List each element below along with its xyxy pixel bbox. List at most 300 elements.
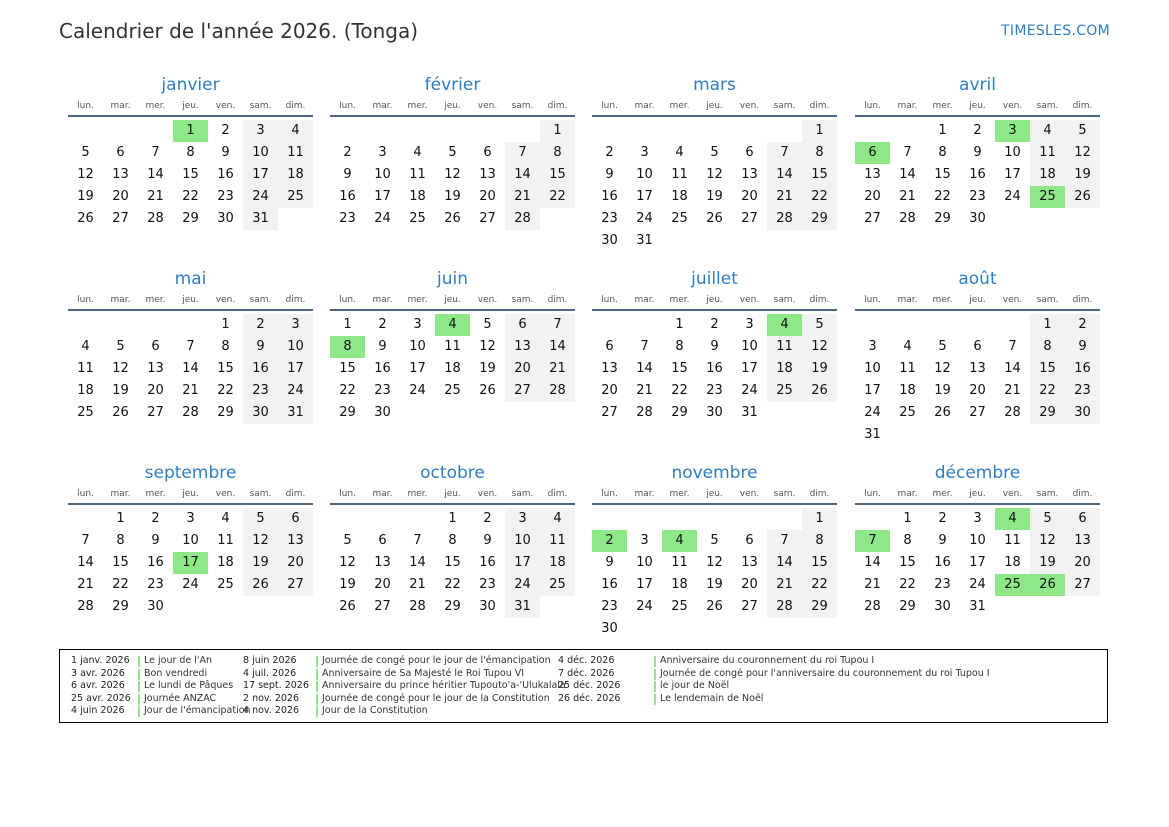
day-cell: 13 [147,361,164,376]
weekday-label: mer. [669,295,690,305]
month-10 [592,461,837,640]
day-grid [855,311,1100,446]
legend-name: Anniversaire du couronnement du roi Tupou I [660,655,875,666]
day-cell: 5 [710,533,719,548]
day-cell: 28 [636,405,653,420]
empty-cell [592,508,627,530]
weekday-label: sam. [773,295,796,305]
day-cell: 11 [671,555,688,570]
empty-cell [627,120,662,142]
holiday-day-cell: 25 [995,574,1030,596]
empty-cell [662,508,697,530]
day-cell: 4 [278,120,313,142]
weekday-label: lun. [864,101,881,111]
weekday-label: jeu. [182,295,199,305]
day-cell: 13 [112,167,129,182]
day-cell: 16 [934,555,951,570]
holiday-marker [316,694,318,705]
empty-cell [470,120,505,142]
weekday-label: ven. [215,101,236,111]
empty-cell [330,508,365,530]
day-cell: 28 [182,405,199,420]
empty-cell [400,120,435,142]
day-cell: 17 [864,383,881,398]
weekday-label: mar. [634,295,655,305]
holiday-day-cell: 3 [995,120,1030,142]
legend-item [71,705,251,718]
day-cell: 14 [409,555,426,570]
day-cell: 17 [636,189,653,204]
day-cell: 26 [444,211,461,226]
weekday-label: sam. [511,489,534,499]
day-grid [855,505,1100,618]
weekday-label: dim. [1072,295,1093,305]
empty-cell [592,120,627,142]
day-cell: 2 [938,511,947,526]
day-cell: 18 [671,577,688,592]
day-cell: 24 [864,405,881,420]
day-cell: 2 [483,511,492,526]
holiday-marker [138,706,140,717]
day-cell: 30 [969,211,986,226]
day-cell: 11 [671,167,688,182]
day-cell: 30 [601,233,618,248]
day-cell: 29 [934,211,951,226]
day-cell: 14 [864,555,881,570]
weekday-label: sam. [773,101,796,111]
day-cell: 22 [540,186,575,208]
day-cell: 19 [802,358,837,380]
weekday-label: sam. [1036,489,1059,499]
weekday-header [68,293,313,311]
day-cell: 11 [1004,533,1021,548]
weekday-label: jeu. [706,489,723,499]
day-cell: 22 [934,189,951,204]
legend-name: Le lundi de Pâques [144,680,234,692]
day-cell: 4 [540,508,575,530]
weekday-label: ven. [1002,489,1023,499]
day-cell: 23 [217,189,234,204]
weekday-header [68,99,313,117]
day-cell: 24 [1004,189,1021,204]
day-cell: 19 [934,383,951,398]
empty-cell [995,314,1030,336]
day-cell: 20 [741,577,758,592]
empty-cell [960,314,995,336]
day-cell: 7 [81,533,90,548]
day-cell: 15 [182,167,199,182]
day-cell: 27 [741,599,758,614]
day-cell: 19 [339,577,356,592]
day-cell: 26 [112,405,129,420]
day-cell: 10 [636,167,653,182]
day-cell: 11 [899,361,916,376]
holiday-day-cell: 1 [173,120,208,142]
holiday-marker [316,669,318,680]
day-cell: 15 [802,164,837,186]
legend-column [71,655,251,718]
day-cell: 27 [479,211,496,226]
holiday-day-cell: 26 [1030,574,1065,596]
weekday-header [855,293,1100,311]
day-cell: 4 [81,339,90,354]
day-cell: 20 [741,189,758,204]
weekday-label: dim. [285,489,306,499]
day-cell: 10 [636,555,653,570]
day-cell: 1 [343,317,352,332]
legend-date: 3 avr. 2026 [71,667,125,679]
holiday-day-cell: 4 [662,530,697,552]
empty-cell [855,120,890,142]
empty-cell [855,508,890,530]
day-cell: 15 [671,361,688,376]
day-cell: 23 [601,211,618,226]
legend-column [243,655,566,718]
weekday-label: jeu. [444,101,461,111]
day-cell: 6 [483,145,492,160]
day-cell: 2 [973,123,982,138]
weekday-label: jeu. [706,295,723,305]
day-cell: 3 [973,511,982,526]
weekday-label: lun. [77,295,94,305]
day-cell: 25 [671,599,688,614]
legend-name: le jour de Noël [660,680,730,692]
holiday-marker [138,694,140,705]
day-cell: 13 [741,167,758,182]
day-cell: 11 [540,530,575,552]
day-cell: 28 [505,208,540,230]
weekday-label: mar. [372,295,393,305]
weekday-label: dim. [1072,101,1093,111]
weekday-label: sam. [511,101,534,111]
day-cell: 25 [217,577,234,592]
day-cell: 21 [147,189,164,204]
weekday-label: jeu. [444,295,461,305]
day-cell: 30 [147,599,164,614]
holiday-day-cell: 25 [1030,186,1065,208]
day-cell: 29 [802,208,837,230]
day-cell: 29 [182,211,199,226]
day-cell: 5 [802,314,837,336]
empty-cell [505,120,540,142]
day-cell: 1 [903,511,912,526]
day-cell: 21 [767,186,802,208]
weekday-label: lun. [601,489,618,499]
weekday-label: mar. [897,101,918,111]
legend-date: 8 juin 2026 [243,655,297,666]
day-cell: 30 [706,405,723,420]
day-cell: 20 [374,577,391,592]
day-cell: 8 [802,142,837,164]
day-grid [855,117,1100,230]
day-cell: 27 [147,405,164,420]
day-cell: 20 [112,189,129,204]
day-cell: 8 [448,533,457,548]
day-cell: 10 [505,530,540,552]
day-cell: 14 [636,361,653,376]
day-cell: 17 [741,361,758,376]
day-cell: 1 [1030,314,1065,336]
day-cell: 30 [1065,402,1100,424]
day-cell: 23 [339,211,356,226]
day-cell: 29 [444,599,461,614]
day-cell: 28 [147,211,164,226]
day-cell: 23 [706,383,723,398]
weekday-label: jeu. [182,101,199,111]
weekday-label: ven. [739,489,760,499]
day-cell: 13 [601,361,618,376]
day-cell: 11 [767,336,802,358]
weekday-label: mer. [669,489,690,499]
empty-cell [138,120,173,142]
day-cell: 9 [483,533,492,548]
legend-date: 4 déc. 2026 [558,655,615,666]
empty-cell [400,508,435,530]
day-cell: 26 [706,599,723,614]
day-cell: 29 [1030,402,1065,424]
weekday-label: ven. [1002,101,1023,111]
weekday-label: jeu. [444,489,461,499]
day-cell: 16 [601,577,618,592]
day-cell: 24 [505,574,540,596]
day-cell: 16 [1065,358,1100,380]
weekday-label: sam. [1036,295,1059,305]
day-cell: 8 [802,530,837,552]
day-cell: 24 [409,383,426,398]
empty-cell [890,314,925,336]
weekday-header [68,487,313,505]
weekday-label: mar. [372,489,393,499]
holiday-marker [654,694,656,705]
day-cell: 22 [802,574,837,596]
empty-cell [68,120,103,142]
day-cell: 26 [706,211,723,226]
legend-item [558,693,990,706]
day-cell: 24 [969,577,986,592]
day-cell: 16 [243,358,278,380]
day-cell: 10 [278,336,313,358]
weekday-label: dim. [547,101,568,111]
day-cell: 27 [278,574,313,596]
day-cell: 24 [374,211,391,226]
empty-cell [697,120,732,142]
day-cell: 16 [339,189,356,204]
empty-cell [767,508,802,530]
weekday-label: mar. [110,295,131,305]
day-cell: 30 [601,621,618,636]
day-cell: 25 [77,405,94,420]
empty-cell [330,120,365,142]
day-cell: 5 [1030,508,1065,530]
holiday-marker [654,681,656,692]
weekday-label: ven. [477,101,498,111]
day-cell: 4 [413,145,422,160]
day-cell: 30 [934,599,951,614]
day-cell: 21 [1004,383,1021,398]
day-cell: 27 [969,405,986,420]
weekday-label: sam. [249,489,272,499]
empty-cell [855,314,890,336]
weekday-label: mer. [145,101,166,111]
weekday-label: mar. [110,489,131,499]
day-cell: 12 [706,167,723,182]
day-cell: 26 [802,380,837,402]
day-cell: 22 [671,383,688,398]
day-cell: 19 [479,361,496,376]
day-cell: 13 [278,530,313,552]
day-cell: 5 [81,145,90,160]
holiday-day-cell: 4 [435,314,470,336]
day-cell: 8 [675,339,684,354]
weekday-label: mer. [407,489,428,499]
legend-item [71,693,251,706]
day-cell: 7 [767,530,802,552]
day-cell: 17 [636,577,653,592]
legend-date: 4 juil. 2026 [243,667,297,679]
holiday-marker [654,656,656,667]
day-cell: 11 [77,361,94,376]
day-cell: 18 [409,189,426,204]
day-cell: 21 [77,577,94,592]
day-cell: 29 [112,599,129,614]
day-cell: 1 [802,508,837,530]
day-cell: 15 [112,555,129,570]
day-cell: 20 [969,383,986,398]
day-cell: 2 [605,145,614,160]
weekday-label: mer. [407,295,428,305]
day-cell: 24 [182,577,199,592]
day-cell: 6 [151,339,160,354]
legend-name: Journée de congé pour le jour de l'émancipation [322,655,551,666]
day-cell: 18 [1004,555,1021,570]
weekday-label: ven. [477,295,498,305]
day-cell: 12 [479,339,496,354]
day-cell: 5 [448,145,457,160]
day-cell: 5 [483,317,492,332]
weekday-header [330,293,575,311]
day-cell: 8 [221,339,230,354]
weekday-label: jeu. [706,101,723,111]
weekday-label: lun. [77,101,94,111]
month-name: novembre [671,463,758,483]
brand-link[interactable]: TIMESLES.COM [1001,23,1110,39]
day-cell: 11 [278,142,313,164]
day-cell: 6 [605,339,614,354]
day-cell: 24 [278,380,313,402]
legend-name: Anniversaire de Sa Majesté le Roi Tupou VI [322,667,525,679]
day-cell: 17 [505,552,540,574]
day-cell: 5 [710,145,719,160]
day-cell: 12 [706,555,723,570]
day-cell: 9 [605,555,614,570]
weekday-header [330,99,575,117]
weekday-label: jeu. [969,489,986,499]
legend-item [71,680,251,693]
month-2 [592,73,837,252]
day-cell: 21 [636,383,653,398]
day-cell: 16 [969,167,986,182]
day-cell: 13 [864,167,881,182]
legend-date: 6 avr. 2026 [71,680,125,692]
weekday-header [330,487,575,505]
weekday-label: dim. [809,295,830,305]
day-cell: 5 [116,339,125,354]
day-cell: 7 [413,533,422,548]
weekday-label: mer. [145,295,166,305]
day-cell: 8 [116,533,125,548]
day-cell: 9 [378,339,387,354]
holiday-day-cell: 6 [855,142,890,164]
day-cell: 27 [601,405,618,420]
day-cell: 8 [903,533,912,548]
day-cell: 13 [741,555,758,570]
month-1 [330,73,575,230]
day-cell: 20 [147,383,164,398]
legend-item [558,655,990,668]
month-6 [592,267,837,424]
day-cell: 8 [1030,336,1065,358]
day-cell: 7 [186,339,195,354]
day-cell: 3 [505,508,540,530]
day-cell: 17 [374,189,391,204]
legend-date: 1 janv. 2026 [71,655,130,666]
day-cell: 4 [675,145,684,160]
day-cell: 13 [969,361,986,376]
day-cell: 30 [479,599,496,614]
empty-cell [662,120,697,142]
month-name: janvier [161,75,220,95]
weekday-label: lun. [601,101,618,111]
day-cell: 16 [706,361,723,376]
day-cell: 19 [706,189,723,204]
day-cell: 3 [745,317,754,332]
day-cell: 1 [938,123,947,138]
day-cell: 27 [112,211,129,226]
weekday-header [855,487,1100,505]
weekday-label: jeu. [969,295,986,305]
day-cell: 12 [339,555,356,570]
day-cell: 6 [378,533,387,548]
day-cell: 20 [601,383,618,398]
holiday-day-cell: 7 [855,530,890,552]
day-cell: 12 [444,167,461,182]
day-cell: 18 [1030,164,1065,186]
day-cell: 4 [903,339,912,354]
day-cell: 5 [243,508,278,530]
day-cell: 29 [899,599,916,614]
day-cell: 1 [675,317,684,332]
day-cell: 8 [186,145,195,160]
day-cell: 6 [745,533,754,548]
day-cell: 19 [77,189,94,204]
day-cell: 6 [745,145,754,160]
legend-name: Bon vendredi [144,667,208,679]
empty-cell [925,314,960,336]
day-cell: 7 [505,142,540,164]
day-grid [330,311,575,424]
day-cell: 22 [217,383,234,398]
day-cell: 9 [973,145,982,160]
day-cell: 7 [1008,339,1017,354]
empty-cell [365,120,400,142]
day-cell: 18 [767,358,802,380]
day-cell: 23 [1065,380,1100,402]
day-cell: 2 [243,314,278,336]
weekday-label: mer. [932,295,953,305]
legend-item [71,668,251,681]
day-cell: 22 [444,577,461,592]
weekday-label: jeu. [969,101,986,111]
